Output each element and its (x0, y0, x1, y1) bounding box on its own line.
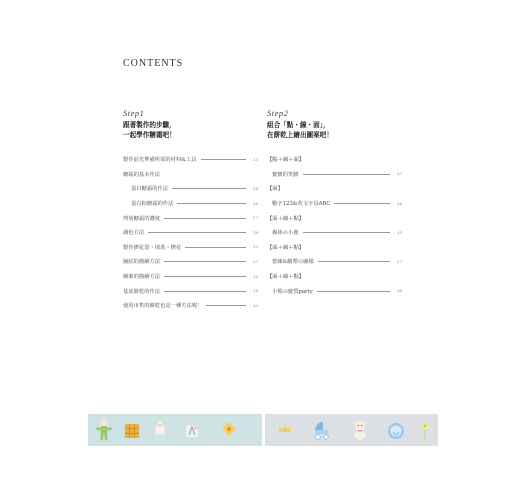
leader-line (164, 261, 246, 262)
leader-line (201, 159, 246, 160)
leader-line (148, 232, 246, 233)
toc-entry[interactable] (123, 269, 258, 284)
leader-line (172, 188, 246, 189)
step2-label: Step2 (267, 108, 289, 118)
step2-heading: 組合「點・線・面」， 在餅乾上繪出圖案吧！ (267, 121, 333, 139)
toc-entry[interactable] (123, 254, 258, 269)
toc-page-number: 33 (396, 171, 402, 177)
toc-page-number: 20 (252, 244, 258, 250)
toc-entry[interactable] (267, 196, 402, 211)
toc-entry-label: 圖案的描繪方法 (123, 274, 161, 281)
toc-page-number: 23 (252, 258, 258, 264)
leader-line (206, 305, 246, 306)
cookie-photo-strip (88, 414, 438, 446)
toc-page-number: 17 (252, 215, 258, 221)
teddy-bear-icon (353, 421, 367, 440)
toc-entry-label: 【面＋線＋點】 (267, 215, 305, 222)
toc-entry-label: 【面】 (267, 186, 283, 193)
flower-icon (223, 423, 236, 436)
toc-entry-label: 基底餅乾的作法 (123, 288, 161, 295)
leader-line (164, 276, 246, 277)
toc-page-number: 38 (396, 288, 402, 294)
step2-column (267, 108, 402, 298)
waffle-icon (125, 424, 139, 438)
toc-entry-label: 圖紋的描繪方法 (123, 259, 161, 266)
toc-entry[interactable] (123, 181, 258, 196)
rattle-icon (421, 422, 429, 439)
gingerbread-man-icon (96, 419, 112, 440)
leader-line (318, 261, 390, 262)
leader-line (317, 291, 390, 292)
toc-entry[interactable] (123, 283, 258, 298)
leader-line (334, 203, 390, 204)
toc-entry[interactable] (123, 240, 258, 255)
toc-entry-label: 小熊の慶質party (272, 288, 313, 295)
toc-category (267, 240, 402, 255)
toc-page-number: 18 (252, 229, 258, 235)
toc-page-number: 13 (252, 156, 258, 162)
step2-toc (267, 152, 402, 298)
toc-page-number: 30 (252, 302, 258, 308)
toc-entry-label: 寶寶的笑臉 (272, 171, 299, 178)
leader-line (177, 203, 246, 204)
toc-category (267, 210, 402, 225)
leader-line (164, 218, 246, 219)
step1-heading: 跟著製作的步驟， 一起學作糖霜吧！ (123, 121, 176, 139)
step1-column (123, 108, 258, 313)
toc-entry-label: 蛋白糖霜的作法 (131, 186, 169, 193)
toc-entry-label: 數字123&英文字母ABC (272, 201, 331, 208)
toc-entry-label: 製作擠花袋・填裝・擠花 (123, 244, 182, 251)
toc-entry-label: 【面＋線＋點】 (267, 244, 305, 251)
toc-page-number: 28 (252, 288, 258, 294)
toc-page-number: 35 (396, 229, 402, 235)
step1-toc (123, 152, 258, 313)
leader-line (303, 174, 391, 175)
toc-page-number: 16 (252, 200, 258, 206)
toc-entry[interactable] (267, 167, 402, 182)
toc-entry-label: 製作前先準備所需的材料&工具 (123, 157, 197, 164)
toc-entry-label: 森林の小鹿 (272, 230, 299, 237)
toc-category (267, 152, 402, 167)
toc-entry-label: 判別糖霜的濃度 (123, 215, 161, 222)
toc-entry[interactable] (123, 298, 258, 313)
toc-entry[interactable] (123, 152, 258, 167)
toc-entry[interactable] (123, 196, 258, 211)
toc-page-number: 26 (252, 273, 258, 279)
toc-entry[interactable] (123, 225, 258, 240)
toc-category (267, 181, 402, 196)
leader-line (164, 291, 246, 292)
step1-label: Step1 (123, 108, 145, 118)
crown-icon (279, 425, 291, 432)
toc-entry[interactable] (267, 225, 402, 240)
toc-entry-label: 【點＋線＋面】 (267, 157, 305, 164)
toc-page-number: 14 (252, 185, 258, 191)
toc-entry-label: 使用市售的餅乾也是一種方法呢！ (123, 303, 203, 310)
toc-page-number: 34 (396, 200, 402, 206)
alphabet-block-icon (186, 425, 199, 438)
baby-bottle-icon (156, 421, 165, 440)
toc-entry[interactable] (123, 167, 258, 182)
toc-entry[interactable] (123, 210, 258, 225)
toc-entry-label: 【面＋線＋點】 (267, 274, 305, 281)
toc-entry-label: 蛋白粉糖霜的作法 (131, 201, 174, 208)
cookie-photo-left (88, 414, 262, 446)
onesie-icon (388, 423, 404, 439)
toc-category (267, 269, 402, 284)
toc-page-number: 37 (396, 258, 402, 264)
stroller-icon (315, 422, 328, 439)
leader-line (303, 232, 391, 233)
toc-entry[interactable] (267, 283, 402, 298)
leader-line (185, 247, 246, 248)
toc-entry[interactable] (267, 254, 402, 269)
cookie-photo-right (265, 414, 438, 446)
toc-entry-label: 糖霜的基本作法 (123, 171, 161, 178)
toc-entry-label: 調色方法 (123, 230, 145, 237)
contents-title: CONTENTS (123, 58, 184, 69)
toc-entry-label: 蕾絲&緞帶の圖樣 (272, 259, 314, 266)
